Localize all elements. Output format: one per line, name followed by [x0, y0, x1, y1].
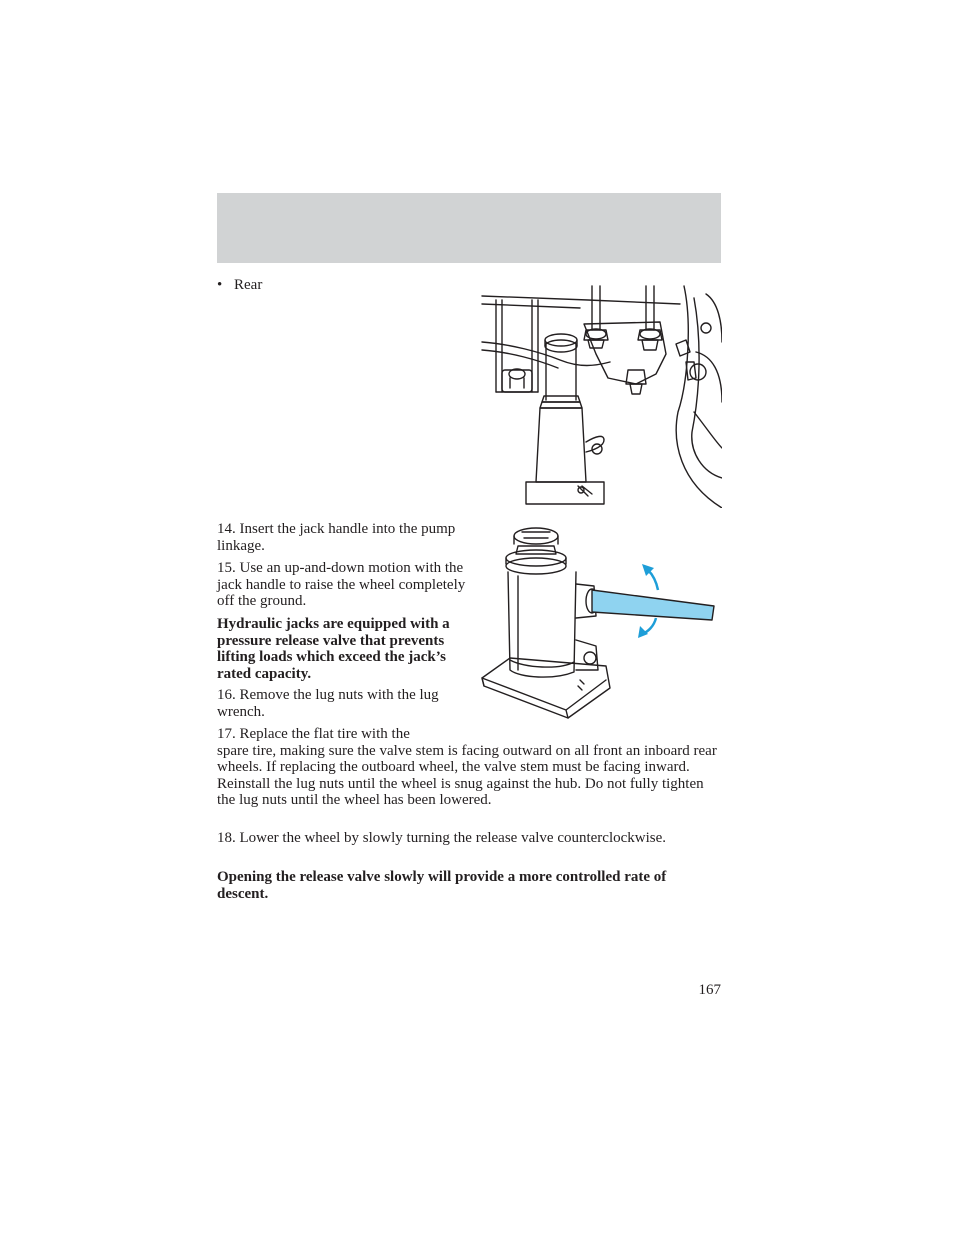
step-16: 16. Remove the lug nuts with the lug wrench. — [217, 687, 439, 720]
jack-handle-illustration — [480, 520, 716, 722]
warning-pressure-valve: Hydraulic jacks are equipped with a pressure release valve that prevents lifting loads which exceed the jack’s rated capacity. — [217, 616, 450, 682]
step-17-first-line: 17. Replace the flat tire with the — [217, 726, 410, 742]
bullet-label: Rear — [234, 277, 263, 293]
step-17 — [217, 726, 721, 809]
motion-arrows-icon — [480, 520, 716, 722]
step-17-rest: spare tire, making sure the valve stem is facing outward on all front an inboard rear wheels. If replacing the outboard wheel, the valve stem must be facing inward. Reinstall the lug nuts until the wheel is snug against the hub. Do not fully tighten the lug nuts until the wheel has been lowered. — [217, 742, 717, 808]
step-18: 18. Lower the wheel by slowly turning the release valve counterclockwise. — [217, 830, 667, 846]
bullet-rear — [217, 277, 262, 294]
bullet-symbol: • — [217, 277, 223, 293]
warning-controlled-descent: Opening the release valve slowly will provide a more controlled rate of descent. — [217, 869, 667, 902]
step-15: 15. Use an up-and-down motion with the jack handle to raise the wheel completely off the ground. — [217, 560, 466, 609]
section-header-band — [217, 193, 721, 263]
page-number: 167 — [698, 982, 721, 998]
step-14: 14. Insert the jack handle into the pump linkage. — [217, 521, 456, 554]
rear-axle-jack-illustration — [480, 282, 722, 508]
